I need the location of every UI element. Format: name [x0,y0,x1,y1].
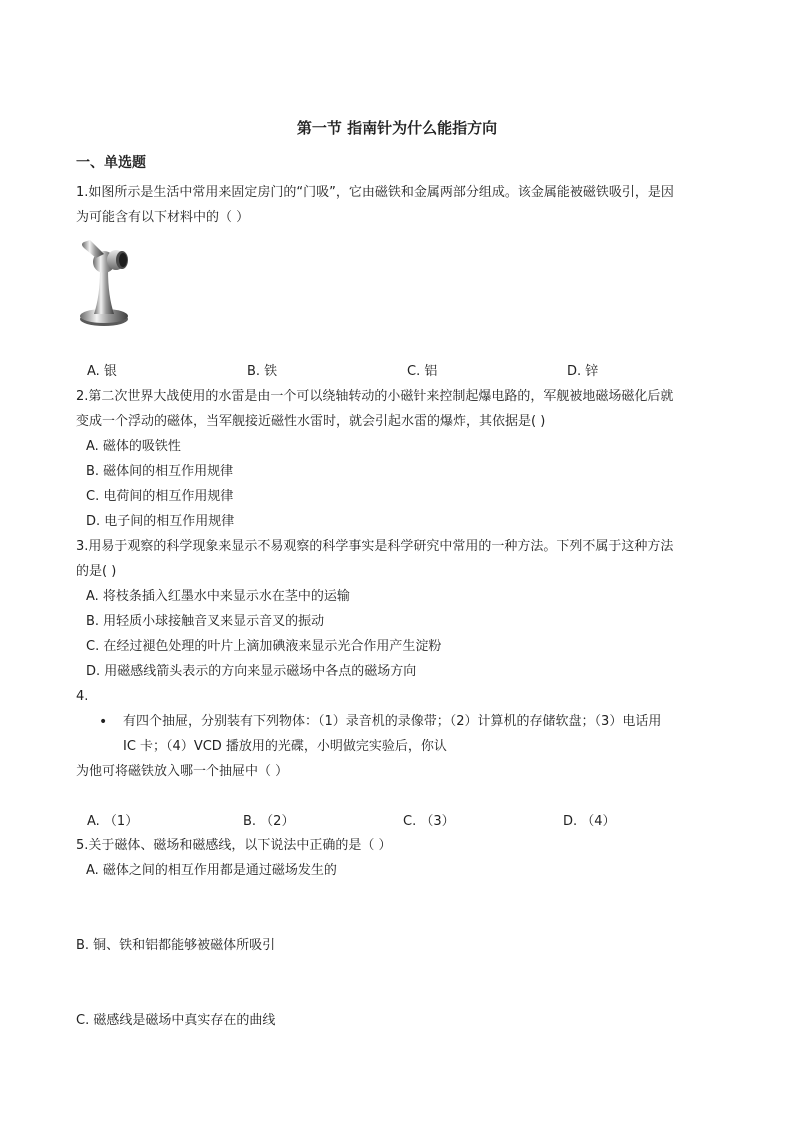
q3-stem-line1: 3.用易于观察的科学现象来显示不易观察的科学事实是科学研究中常用的一种方法。下列不属于这种方法 [76,539,674,554]
q4-stem-line3: 为他可将磁铁放入哪一个抽屉中（ ） [76,764,289,779]
q1-stem-line1: 1.如图所示是生活中常用来固定房门的“门吸”，它由磁铁和金属两部分组成。该金属能被磁铁吸引，是因 [76,185,674,200]
section-heading: 一、单选题 [76,155,146,171]
door-stopper-image [74,240,136,332]
q2-stem-line1: 2.第二次世界大战使用的水雷是由一个可以绕轴转动的小磁针来控制起爆电路的，军舰被地磁场磁化后就 [76,389,674,404]
q4-number: 4. [76,689,89,704]
page-title: 第一节 指南针为什么能指方向 [296,119,498,137]
q4-option-d: D. （4） [563,814,616,829]
q4-option-c: C. （3） [403,814,455,829]
q5-stem-line1: 5.关于磁体、磁场和磁感线，以下说法中正确的是（ ） [76,838,392,853]
q3-option-c: C. 在经过褪色处理的叶片上滴加碘液来显示光合作用产生淀粉 [86,639,442,654]
q3-option-a: A. 将枝条插入红墨水中来显示水在茎中的运输 [86,589,350,604]
q3-stem-line2: 的是( ) [76,564,117,579]
q3-option-d: D. 用磁感线箭头表示的方向来显示磁场中各点的磁场方向 [86,664,417,679]
q4-option-a: A. （1） [87,814,139,829]
q4-bullet-line1: 有四个抽屉，分别装有下列物体：（1）录音机的录像带；（2）计算机的存储软盘；（3）电话用 [123,714,662,729]
q1-option-b: B. 铁 [247,364,278,379]
q2-option-b: B. 磁体间的相互作用规律 [86,464,234,479]
q4-bullet-line2: IC 卡；（4）VCD 播放用的光碟，小明做完实验后，你认 [123,739,447,754]
q5-option-a: A. 磁体之间的相互作用都是通过磁场发生的 [86,863,337,878]
q1-option-c: C. 铝 [407,364,438,379]
q1-option-a: A. 银 [87,364,117,379]
bullet-dot-icon: • [99,714,108,730]
q5-option-b: B. 铜、铁和铝都能够被磁体所吸引 [76,938,276,953]
q4-option-b: B. （2） [243,814,295,829]
q1-option-d: D. 锌 [567,364,599,379]
q5-option-c: C. 磁感线是磁场中真实存在的曲线 [76,1013,276,1028]
q2-stem-line2: 变成一个浮动的磁体，当军舰接近磁性水雷时，就会引起水雷的爆炸，其依据是( ) [76,414,546,429]
q2-option-d: D. 电子间的相互作用规律 [86,514,235,529]
q3-option-b: B. 用轻质小球接触音叉来显示音叉的振动 [86,614,325,629]
q2-option-a: A. 磁体的吸铁性 [86,439,181,454]
q2-option-c: C. 电荷间的相互作用规律 [86,489,234,504]
q1-stem-line2: 为可能含有以下材料中的（ ） [76,210,250,225]
